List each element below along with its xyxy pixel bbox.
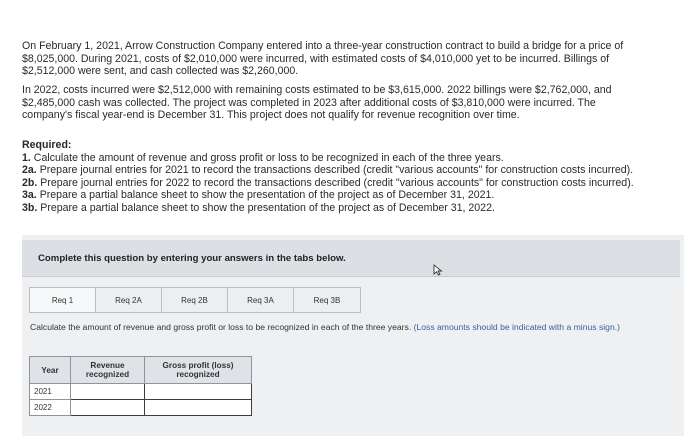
required-item-number: 3b. (22, 201, 38, 214)
problem-line: $2,485,000 cash was collected. The project was completed in 2023 after additional costs of $3,810,000 were incurred. The (22, 96, 596, 109)
required-item-text: Prepare a partial balance sheet to show the presentation of the project as of December 31, 2021. (39, 189, 495, 202)
gross-profit-cell (145, 400, 252, 416)
instructions-bar (22, 240, 680, 277)
revenue-2021-input[interactable] (71, 385, 144, 399)
header-revenue: Revenue recognized (71, 357, 145, 384)
table-row (30, 384, 252, 400)
required-item-2b (22, 177, 682, 190)
year-cell: 2021 (30, 384, 71, 400)
answer-table (29, 356, 252, 416)
table-row (30, 400, 252, 416)
problem-line: $2,512,000 were sent, and cash collected was $2,260,000. (22, 65, 299, 78)
required-item-number: 1. (22, 151, 31, 164)
required-item-text: Calculate the amount of revenue and gross profit or loss to be recognized in each of the three years. (33, 151, 504, 164)
problem-line: $8,025,000. During 2021, costs of $2,010,000 were incurred, with estimated costs of $4,010,000 yet to be incurred. Billings of (22, 52, 610, 65)
required-item-1 (22, 152, 682, 165)
table-header-row (30, 357, 252, 384)
mouse-cursor-icon (433, 264, 443, 276)
header-year: Year (30, 357, 71, 384)
problem-line: In 2022, costs incurred were $2,512,000 with remaining costs estimated to be $3,615,000. 2022 billings were $2,762,000, and (22, 84, 612, 96)
gross-profit-cell (145, 384, 252, 400)
problem-paragraph-2 (22, 84, 682, 122)
tab-req-1[interactable]: Req 1 (30, 288, 96, 312)
question-prompt (30, 322, 630, 333)
tab-req-3b[interactable]: Req 3B (294, 288, 360, 312)
problem-line: company's fiscal year-end is December 31. This project does not qualify for revenue recognition over time. (22, 109, 520, 122)
problem-paragraph-1 (22, 40, 682, 78)
tab-req-2a[interactable]: Req 2A (96, 288, 162, 312)
problem-line: On February 1, 2021, Arrow Construction Company entered into a three-year construction contract to build a bridge for a price of (22, 40, 624, 52)
requirement-tabs (29, 287, 361, 313)
required-item-3a (22, 189, 682, 202)
revenue-cell (71, 384, 145, 400)
required-item-text: Prepare journal entries for 2022 to record the transactions described (credit "various accounts" for construction costs incurred). (40, 176, 634, 189)
revenue-2022-input[interactable] (71, 401, 144, 415)
required-item-text: Prepare a partial balance sheet to show the presentation of the project as of December 31, 2022. (40, 201, 495, 214)
year-cell: 2022 (30, 400, 71, 416)
header-gross-profit: Gross profit (loss) recognized (145, 357, 252, 384)
required-item-number: 2a. (22, 164, 37, 177)
question-note: (Loss amounts should be indicated with a minus sign.) (413, 322, 620, 332)
required-item-2a (22, 164, 682, 177)
tab-req-3a[interactable]: Req 3A (228, 288, 294, 312)
required-title: Required: (22, 139, 72, 151)
revenue-cell (71, 400, 145, 416)
required-item-number: 2b. (22, 176, 38, 189)
gross-profit-2022-input[interactable] (145, 401, 251, 415)
required-item-3b (22, 202, 682, 215)
required-section (22, 139, 682, 215)
gross-profit-2021-input[interactable] (145, 385, 251, 399)
tab-req-2b[interactable]: Req 2B (162, 288, 228, 312)
required-item-number: 3a. (22, 189, 37, 202)
instructions-text: Complete this question by entering your answers in the tabs below. (38, 253, 346, 264)
required-item-text: Prepare journal entries for 2021 to record the transactions described (credit "various accounts" for construction costs incurred). (39, 164, 634, 177)
question-text: Calculate the amount of revenue and gross profit or loss to be recognized in each of the three years. (30, 322, 412, 332)
